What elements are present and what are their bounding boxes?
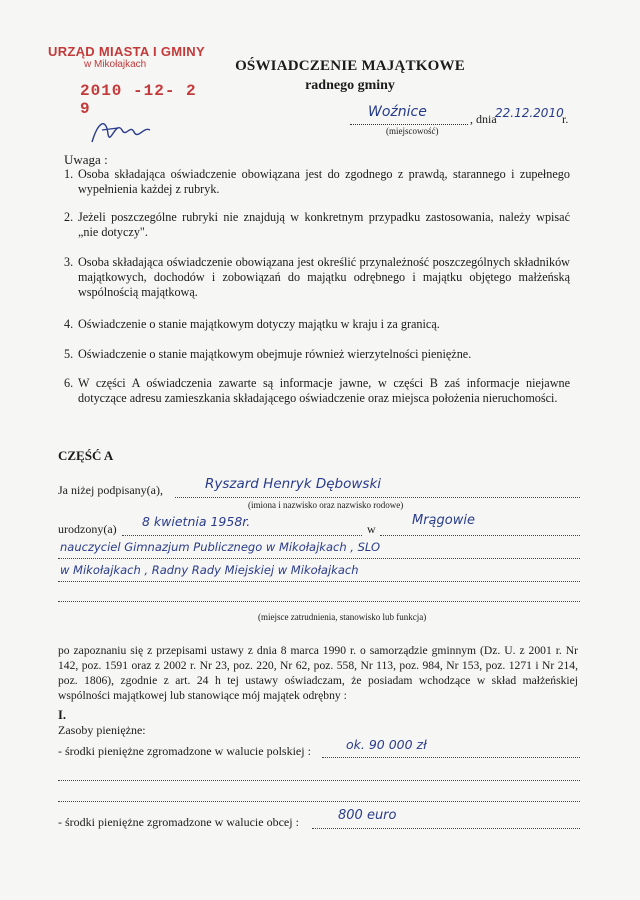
birth-place-field[interactable] <box>380 534 580 536</box>
instruction-text: Jeżeli poszczególne rubryki nie znajdują w konkretnym przypadku zastosowania, należy wpisać „nie dotyczy". <box>78 210 570 239</box>
place-value: Woźnice <box>368 104 427 120</box>
pln-label: - środki pieniężne zgromadzone w walucie polskiej : <box>58 744 311 758</box>
pln-value: ok. 90 000 zł <box>346 737 427 752</box>
foreign-field[interactable] <box>312 827 580 829</box>
name-value: Ryszard Henryk Dębowski <box>205 476 382 492</box>
instruction-item <box>64 167 570 197</box>
legal-paragraph: po zapoznaniu się z przepisami ustawy z dnia 8 marca 1990 r. o samorządzie gminnym (Dz. U. z 2001 r. Nr 142, poz. 1591 oraz z 2002 r. Nr 23, poz. 220, Nr 62, poz. 558, Nr 113, poz. 984, Nr 153, poz. 1271 i Nr 214, poz. 1806), zgodnie z art. 24 h tej ustawy oświadczam, że posiadam wchodzące w skład małżeńskiej wspólności majątkowej lub stanowiące mój majątek odrębny : <box>58 644 578 702</box>
stamp-date: 2010 -12- 2 9 <box>80 82 197 118</box>
born-in-label: w <box>367 522 376 536</box>
office-stamp <box>38 40 208 150</box>
date-suffix: r. <box>562 112 569 126</box>
instruction-number: 6. <box>64 376 74 390</box>
instruction-item <box>64 376 570 406</box>
foreign-value: 800 euro <box>338 808 397 823</box>
place-caption: (miejscowość) <box>386 126 439 136</box>
pln-extra-field-1[interactable] <box>58 779 580 781</box>
instruction-number: 4. <box>64 317 74 331</box>
name-caption: (imiona i nazwisko oraz nazwisko rodowe) <box>248 500 404 510</box>
signed-label: Ja niżej podpisany(a), <box>58 483 163 497</box>
name-field[interactable] <box>175 496 580 498</box>
instruction-number: 5. <box>64 347 74 361</box>
employment-field-3[interactable] <box>58 600 580 602</box>
birth-date-value: 8 kwietnia 1958r. <box>142 514 251 529</box>
instruction-text: Osoba składająca oświadczenie obowiązana jest do zgodnego z prawdą, starannego i zupełnego wypełnienia każdej z rubryk. <box>78 167 570 196</box>
born-label: urodzony(a) <box>58 522 117 536</box>
foreign-label: - środki pieniężne zgromadzone w walucie obcej : <box>58 815 299 829</box>
stamp-location: w Mikołajkach <box>84 59 147 70</box>
employment-value-1: nauczyciel Gimnazjum Publicznego w Mikołajkach , SLO <box>60 540 380 554</box>
document-subtitle: radnego gminy <box>305 78 395 93</box>
instruction-number: 3. <box>64 255 74 269</box>
employment-value-2: w Mikołajkach , Radny Rady Miejskiej w Mikołajkach <box>60 563 359 577</box>
date-value: 22.12.2010 <box>495 106 564 120</box>
stamp-signature-icon <box>88 112 168 152</box>
instruction-text: Osoba składająca oświadczenie obowiązana jest określić przynależność poszczególnych składników majątkowych, dochodów i zobowiązań do majątku odrębnego i majątku objętego małżeńską wspólnością majątkową. <box>78 255 570 299</box>
instruction-text: Oświadczenie o stanie majątkowym dotyczy majątku w kraju i za granicą. <box>78 317 440 331</box>
instruction-number: 2. <box>64 210 74 224</box>
section-1-subheading: Zasoby pieniężne: <box>58 723 146 737</box>
employment-caption: (miejsce zatrudnienia, stanowisko lub funkcja) <box>258 612 427 622</box>
instruction-item <box>64 347 570 362</box>
instruction-number: 1. <box>64 167 74 181</box>
instruction-text: W części A oświadczenia zawarte są informacje jawne, w części B zaś informacje niejawne dotyczące adresu zamieszkania składającego oświadczenie oraz miejsca położenia nieruchomości. <box>78 376 570 405</box>
instruction-item <box>64 255 570 300</box>
employment-field-1[interactable] <box>58 557 580 559</box>
stamp-office: URZĄD MIASTA I GMINY <box>48 44 205 59</box>
employment-field-2[interactable] <box>58 580 580 582</box>
instructions-heading: Uwaga : <box>64 152 108 167</box>
instruction-item <box>64 210 570 240</box>
pln-field[interactable] <box>322 756 580 758</box>
date-label: , dnia <box>470 112 497 126</box>
birth-date-field[interactable] <box>122 534 362 536</box>
section-1-heading: I. <box>58 708 66 722</box>
instruction-text: Oświadczenie o stanie majątkowym obejmuje również wierzytelności pieniężne. <box>78 347 472 361</box>
birth-place-value: Mrągowie <box>412 513 475 528</box>
instruction-item <box>64 317 570 332</box>
document-title: OŚWIADCZENIE MAJĄTKOWE <box>235 58 465 74</box>
part-a-heading: CZĘŚĆ A <box>58 448 114 463</box>
pln-extra-field-2[interactable] <box>58 800 580 802</box>
